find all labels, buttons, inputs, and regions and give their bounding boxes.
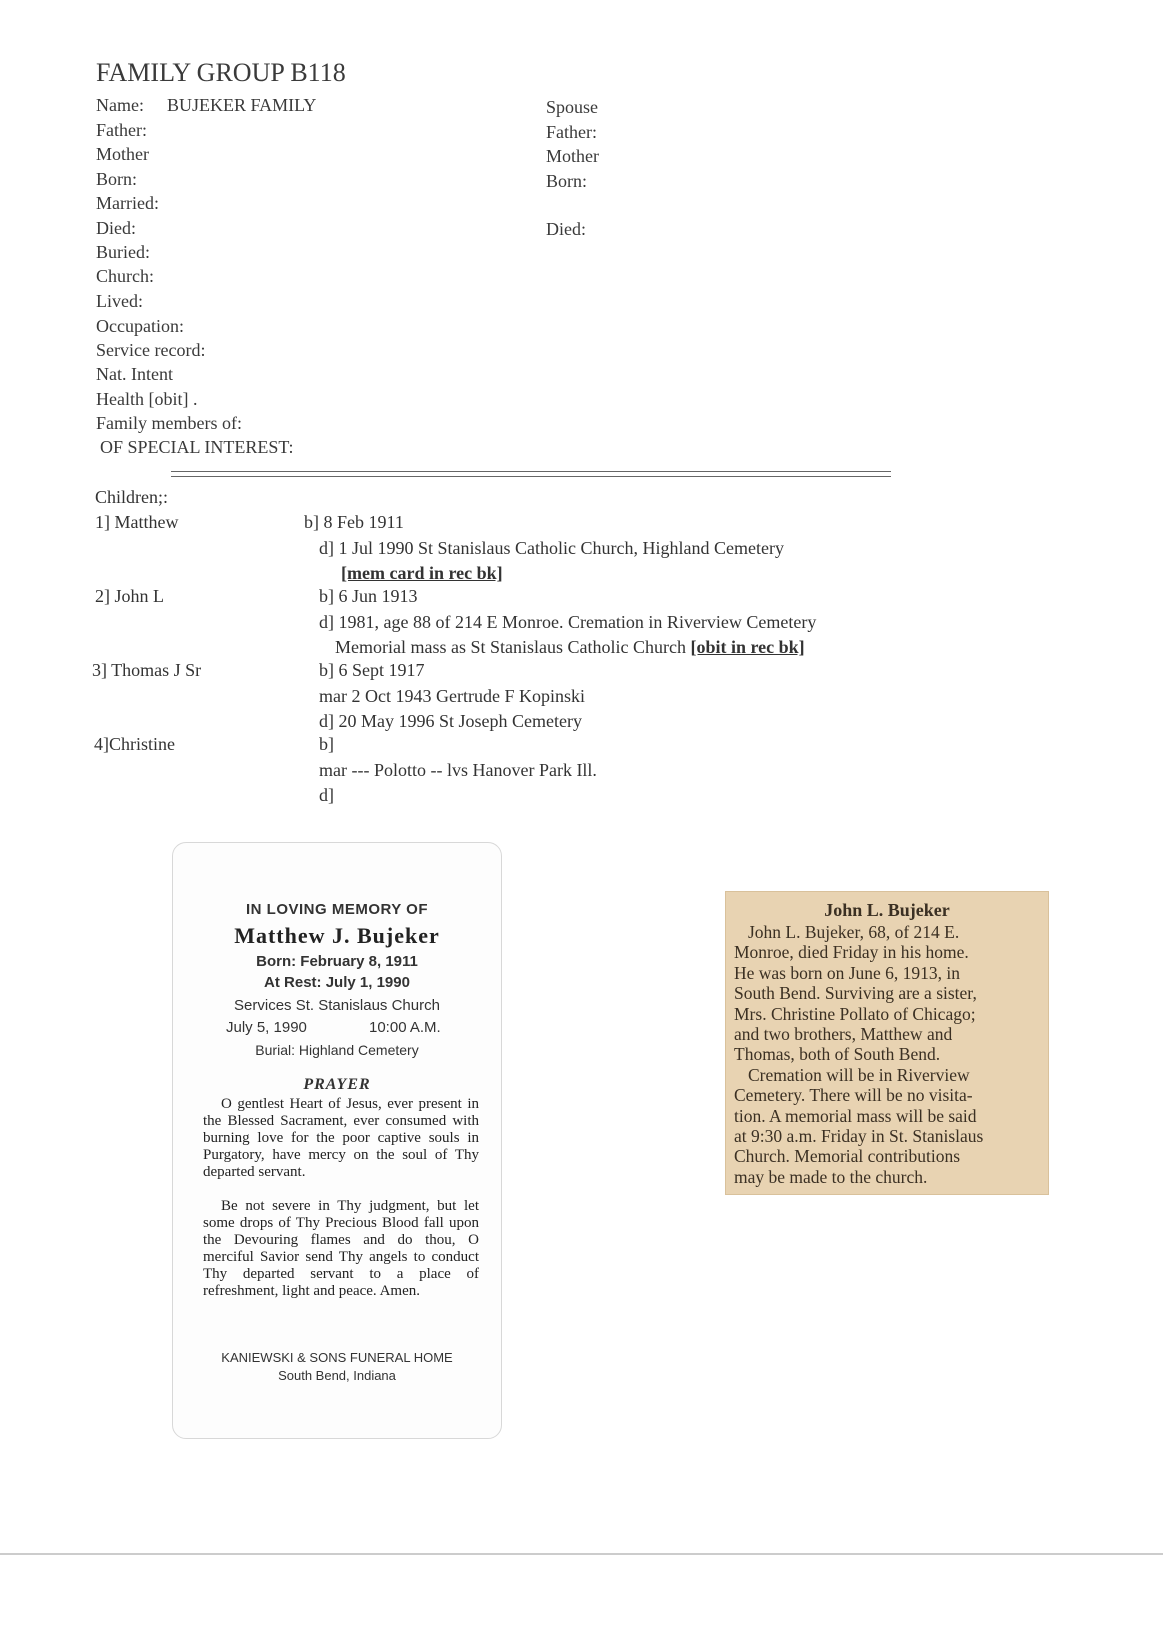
child-4-died: d] [319,785,334,805]
separator-rule [171,471,891,477]
child-1-record-ref: [mem card in rec bk] [341,563,503,583]
obituary-line: John L. Bujeker, 68, of 214 E. [748,922,960,942]
buried-label: Buried: [96,242,150,262]
obituary-line: may be made to the church. [734,1166,928,1187]
obituary-line: South Bend. Surviving are a sister, [734,983,977,1004]
card-at-rest: At Rest: July 1, 1990 [264,974,410,991]
obituary-line: and two brothers, Matthew and [734,1024,953,1045]
spouse-father-label: Father: [546,122,597,142]
obituary-line: Monroe, died Friday in his home. [734,942,969,963]
scan-edge-line [0,1553,1163,1555]
obituary-text [734,922,1040,1187]
special-interest-label: OF SPECIAL INTEREST: [100,437,294,457]
married-label: Married: [96,193,159,213]
memorial-card [172,842,502,1439]
church-label: Church: [96,266,154,286]
family-members-label: Family members of: [96,413,242,433]
child-2-note [335,635,805,659]
obituary-heading: John L. Bujeker [824,900,950,920]
child-1-born: b] 8 Feb 1911 [304,512,404,532]
card-prayer-paragraph-2: Be not severe in Thy judgment, but let some drops of Thy Precious Blood fall upon the Devouring flames and do thou, O merciful Savior send Thy angels to conduct Thy departed servant to a place of refreshment, light and peace. Amen. [203,1198,479,1299]
child-1-name: 1] Matthew [95,512,179,532]
died-label: Died: [96,218,136,238]
child-4-name: 4]Christine [94,734,175,754]
obituary-line: Cemetery. There will be no visita- [734,1085,973,1106]
father-label: Father: [96,120,147,140]
card-services: Services St. Stanislaus Church [234,997,440,1014]
card-funeral-home: KANIEWSKI & SONS FUNERAL HOME [221,1350,453,1365]
obituary-clipping [725,891,1049,1195]
card-prayer-title: PRAYER [303,1076,371,1093]
child-3-born: b] 6 Sept 1917 [319,660,425,680]
child-3-died: d] 20 May 1996 St Joseph Cemetery [319,711,582,731]
children-label: Children;: [95,487,168,507]
occupation-label: Occupation: [96,316,184,336]
health-label: Health [obit] . [96,389,198,409]
obituary-line: tion. A memorial mass will be said [734,1105,977,1126]
lived-label: Lived: [96,291,143,311]
card-prayer-paragraph-1: O gentlest Heart of Jesus, ever present in the Blessed Sacrament, ever consumed with burning love for the poor captive souls in Purgatory, have mercy on the soul of Thy departed servant. [203,1096,479,1180]
spouse-label: Spouse [546,97,599,117]
card-location: South Bend, Indiana [278,1368,396,1383]
card-burial: Burial: Highland Cemetery [255,1042,419,1058]
spouse-mother-label: Mother [546,146,599,166]
card-name: Matthew J. Bujeker [234,923,440,948]
child-4-born: b] [319,734,334,754]
child-2-name: 2] John L [95,586,164,606]
nat-intent-label: Nat. Intent [96,364,173,384]
child-4-married: mar --- Polotto -- lvs Hanover Park Ill. [319,760,597,780]
service-record-label: Service record: [96,340,206,360]
child-1-died: d] 1 Jul 1990 St Stanislaus Catholic Church, Highland Cemetery [319,538,784,558]
child-3-married: mar 2 Oct 1943 Gertrude F Kopinski [319,686,585,706]
obituary-line: Thomas, both of South Bend. [734,1044,941,1065]
spouse-died-label: Died: [546,219,586,239]
card-service-date: July 5, 1990 [226,1019,307,1036]
child-2-born: b] 6 Jun 1913 [319,586,418,606]
card-born: Born: February 8, 1911 [256,953,418,970]
obituary-line: Church. Memorial contributions [734,1146,961,1167]
page-title: FAMILY GROUP B118 [96,58,346,87]
card-heading: IN LOVING MEMORY OF [245,901,428,918]
child-2-memorial-text: Memorial mass as St Stanislaus Catholic Church [335,637,691,657]
obituary-line: at 9:30 a.m. Friday in St. Stanislaus [734,1126,984,1147]
obituary-line: Cremation will be in Riverview [748,1064,970,1085]
card-service-time: 10:00 A.M. [369,1019,441,1036]
child-2-record-ref: [obit in rec bk] [690,637,805,657]
obituary-line: Mrs. Christine Pollato of Chicago; [734,1003,976,1024]
child-3-name: 3] Thomas J Sr [92,660,202,680]
mother-label: Mother [96,144,149,164]
name-label: Name: [96,95,144,115]
spouse-born-label: Born: [546,171,588,191]
obituary-line: He was born on June 6, 1913, in [734,962,961,983]
born-label: Born: [96,169,138,189]
child-2-died: d] 1981, age 88 of 214 E Monroe. Cremation in Riverview Cemetery [319,612,817,632]
name-value: BUJEKER FAMILY [167,95,317,115]
